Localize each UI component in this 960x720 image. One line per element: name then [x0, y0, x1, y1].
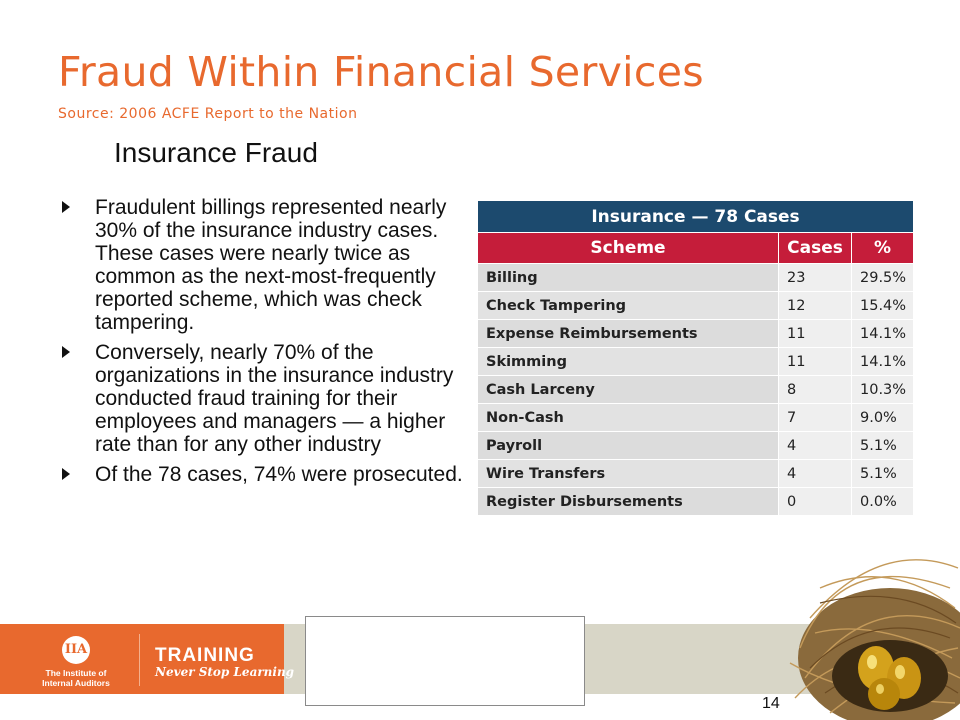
cell-cases: 11	[779, 320, 852, 348]
column-header-cases: Cases	[779, 233, 852, 264]
slide-title: Fraud Within Financial Services	[58, 48, 704, 96]
cell-cases: 4	[779, 432, 852, 460]
slide-source: Source: 2006 ACFE Report to the Nation	[58, 106, 358, 122]
cell-percent: 29.5%	[852, 264, 914, 292]
footer-divider	[139, 634, 140, 686]
iia-logo-icon	[62, 636, 90, 664]
nest-eggs-image	[780, 528, 960, 720]
table-row	[478, 348, 914, 376]
cell-cases: 0	[779, 488, 852, 516]
cell-scheme: Billing	[478, 264, 779, 292]
bullet-item	[58, 341, 468, 456]
cell-cases: 4	[779, 460, 852, 488]
cell-cases: 8	[779, 376, 852, 404]
bullet-list	[58, 196, 468, 493]
bullet-text: Conversely, nearly 70% of the organizations in the insurance industry conducted fraud training for their employees and managers — a higher rate than for any other industry	[95, 341, 454, 456]
training-label: TRAINING	[155, 645, 255, 666]
iia-org-name	[20, 668, 132, 688]
cell-scheme: Skimming	[478, 348, 779, 376]
table-row	[478, 404, 914, 432]
cell-percent: 0.0%	[852, 488, 914, 516]
bullet-triangle-icon	[62, 201, 70, 213]
cell-scheme: Register Disbursements	[478, 488, 779, 516]
cell-percent: 10.3%	[852, 376, 914, 404]
empty-placeholder-box	[305, 616, 585, 706]
table-row	[478, 488, 914, 516]
bullet-triangle-icon	[62, 346, 70, 358]
iia-logo	[20, 632, 132, 692]
cell-percent: 14.1%	[852, 320, 914, 348]
cell-scheme: Wire Transfers	[478, 460, 779, 488]
column-header-scheme: Scheme	[478, 233, 779, 264]
cell-scheme: Non-Cash	[478, 404, 779, 432]
table-row	[478, 376, 914, 404]
column-header-percent: %	[852, 233, 914, 264]
bullet-triangle-icon	[62, 468, 70, 480]
cell-cases: 12	[779, 292, 852, 320]
iia-org-line2: Internal Auditors	[42, 678, 110, 688]
page-number: 14	[762, 695, 780, 712]
cell-cases: 7	[779, 404, 852, 432]
bullet-item	[58, 196, 468, 334]
table-row	[478, 460, 914, 488]
table-row	[478, 432, 914, 460]
cell-scheme: Cash Larceny	[478, 376, 779, 404]
cell-percent: 15.4%	[852, 292, 914, 320]
bullet-text: Fraudulent billings represented nearly 30% of the insurance industry cases. These cases were nearly twice as common as the next-most-frequently reported scheme, which was check tampering.	[95, 196, 447, 334]
iia-org-line1: The Institute of	[45, 668, 107, 678]
cell-cases: 23	[779, 264, 852, 292]
bullet-item	[58, 463, 468, 486]
cell-scheme: Expense Reimbursements	[478, 320, 779, 348]
table-row	[478, 292, 914, 320]
table-row	[478, 264, 914, 292]
insurance-cases-table	[477, 200, 914, 516]
cell-cases: 11	[779, 348, 852, 376]
cell-scheme: Check Tampering	[478, 292, 779, 320]
cell-scheme: Payroll	[478, 432, 779, 460]
slide-subtitle: Insurance Fraud	[114, 137, 318, 168]
cell-percent: 5.1%	[852, 460, 914, 488]
training-tagline: Never Stop Learning	[155, 665, 295, 679]
bullet-text: Of the 78 cases, 74% were prosecuted.	[95, 463, 463, 486]
cell-percent: 9.0%	[852, 404, 914, 432]
cell-percent: 5.1%	[852, 432, 914, 460]
table-caption: Insurance — 78 Cases	[478, 201, 914, 233]
iia-logo-mark-text: IIA	[64, 642, 88, 657]
cell-percent: 14.1%	[852, 348, 914, 376]
table-row	[478, 320, 914, 348]
